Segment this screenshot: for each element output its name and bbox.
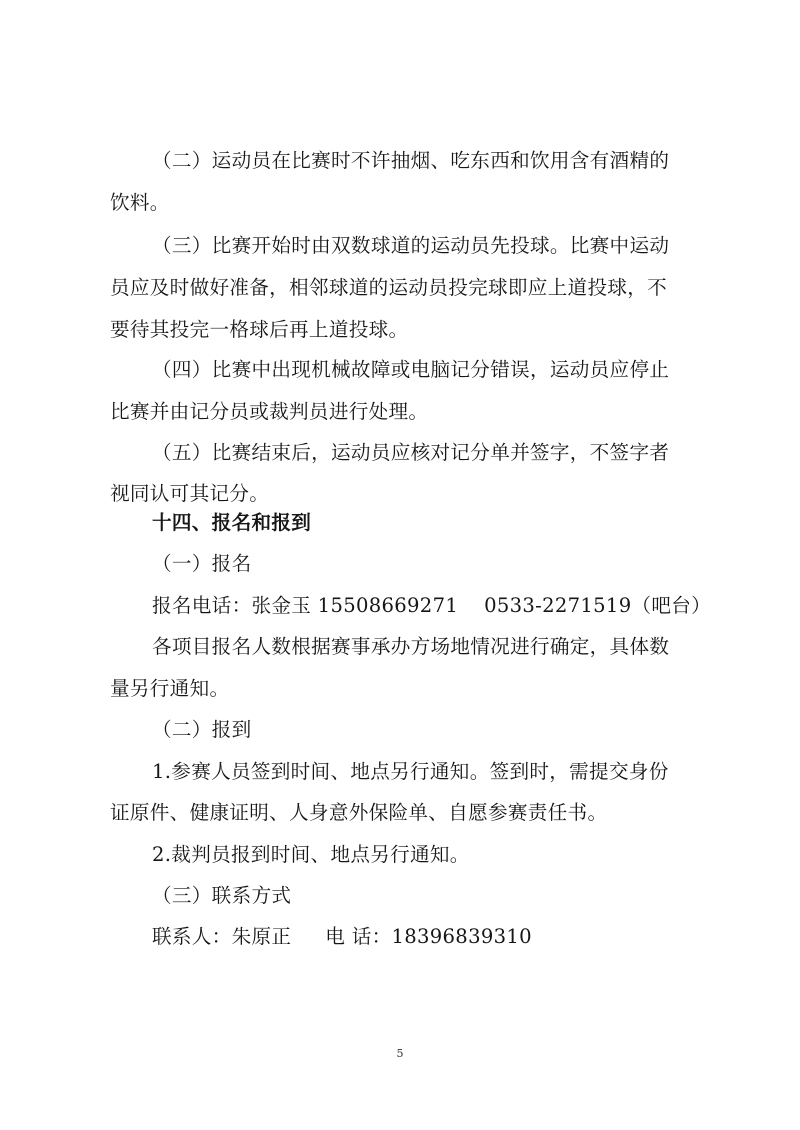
bar-phone: 0533-2271519（吧台） (484, 594, 712, 617)
contact-person: 联系人：朱原正 (152, 925, 292, 948)
paragraph-line: （四）比赛中出现机械故障或电脑记分错误，运动员应停止 (152, 358, 670, 381)
registration-phone: 报名电话：张金玉 15508669271 (152, 594, 459, 617)
paragraph-line: 饮料。 (110, 191, 170, 214)
paragraph-line: 要待其投完一格球后再上道投球。 (110, 318, 409, 341)
paragraph-line: 量另行通知。 (110, 677, 230, 700)
section-heading: 十四、报名和报到 (152, 511, 312, 534)
subsection-title: （三）联系方式 (152, 884, 292, 907)
paragraph-line: 比赛并由记分员或裁判员进行处理。 (110, 400, 429, 423)
paragraph-line: 证原件、健康证明、人身意外保险单、自愿参赛责任书。 (110, 801, 608, 824)
paragraph-line: 员应及时做好准备，相邻球道的运动员投完球即应上道投球，不 (110, 276, 668, 299)
subsection-title: （一）报名 (152, 552, 252, 575)
paragraph-line: 1.参赛人员签到时间、地点另行通知。签到时，需提交身份 (152, 760, 669, 783)
paragraph-line: 视同认可其记分。 (110, 482, 270, 505)
paragraph-line: （五）比赛结束后，运动员应核对记分单并签字，不签字者 (152, 441, 670, 464)
paragraph-line: （三）比赛开始时由双数球道的运动员先投球。比赛中运动 (152, 234, 670, 257)
contact-line (152, 927, 532, 947)
page-number: 5 (396, 1047, 404, 1060)
subsection-title: （二）报到 (152, 718, 252, 741)
paragraph-line: 各项目报名人数根据赛事承办方场地情况进行确定，具体数 (152, 635, 670, 658)
paragraph-line: 2.裁判员报到时间、地点另行通知。 (152, 843, 470, 866)
paragraph-line: （二）运动员在比赛时不许抽烟、吃东西和饮用含有酒精的 (152, 149, 670, 172)
contact-phone: 电 话：18396839310 (325, 925, 532, 948)
registration-phone-line (152, 596, 711, 616)
